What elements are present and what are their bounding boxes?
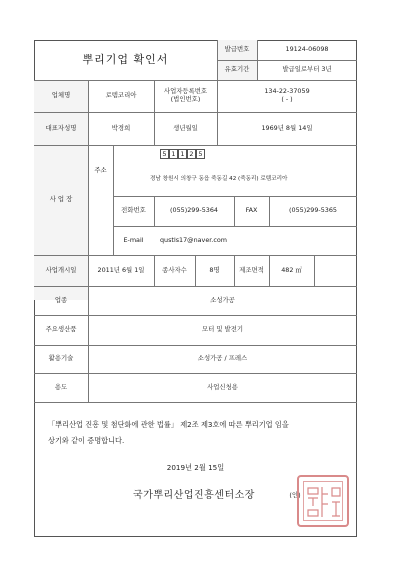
seal-mark: (인) [289,491,301,500]
address-label: 주소 [94,165,107,174]
document-title: 뿌리기업 확인서 [82,53,169,67]
representative-label: 대표자성명 [45,123,77,132]
phone-value: (055)299-5364 [170,206,218,215]
industry-label: 업종 [54,295,68,304]
certificate-page [34,40,357,537]
business-number-value-line2: ( - ) [281,95,293,103]
business-number-value [217,80,357,112]
validity-value: 발급일로부터 3년 [282,65,332,74]
representative-value: 박경희 [111,123,131,132]
business-start-value: 2011년 6월 1일 [97,265,145,274]
validity-label: 유효기간 [224,65,250,74]
birth-date-value: 1969년 8월 14일 [261,123,313,132]
fax-value: (055)299-5365 [289,206,337,215]
employees-label: 종사자수 [162,265,187,274]
business-number-label-line1: 사업자등록번호 [163,87,208,96]
business-number-value-line1: 134-22-37059 [264,87,310,96]
birth-date-label: 생년월일 [173,123,198,132]
technology-label: 활용기술 [48,354,74,363]
business-site-label: 사 업 장 [49,195,73,204]
floor-area-value: 482 ㎡ [281,265,302,274]
fax-label: FAX [245,206,258,215]
industry-value: 소성가공 [210,295,235,304]
main-products-label: 주요생산품 [45,325,77,334]
address-value: 경남 창원시 의창구 동읍 죽동길 42 (죽동리) 로템코리아 [150,175,288,182]
zip-digit-5: 5 [196,149,205,159]
business-number-label [154,80,217,112]
main-products-value: 모터 및 발전기 [201,325,244,334]
purpose-label: 용도 [54,382,68,391]
official-seal-stamp [297,475,349,527]
employees-value: 8명 [209,265,220,274]
certification-line-2: 상기와 같이 증명합니다. [48,436,125,445]
phone-label: 전화번호 [121,206,146,215]
email-label: E-mail [123,235,144,244]
zip-digit-3: 1 [178,149,187,159]
zip-digit-4: 2 [187,149,196,159]
issue-number-value: 19124-06098 [285,45,329,54]
floor-area-label: 제조면적 [239,265,264,274]
email-value: qustls17@naver.com [160,235,227,244]
company-name-value: 로템코리아 [105,91,137,100]
issuer-name: 국가뿌리산업진흥센터소장 [133,490,255,501]
business-number-label-line2: (법인번호) [170,95,201,103]
issue-date: 2019년 2월 15일 [166,462,225,472]
business-start-label: 사업개시일 [45,265,77,274]
purpose-value: 사업신청용 [207,382,238,391]
company-name-label: 업체명 [51,91,71,100]
seal-pattern-icon [304,482,344,522]
zip-digit-2: 1 [169,149,178,159]
technology-value: 소성가공 / 프레스 [197,354,248,363]
zip-digit-1: 5 [160,149,169,159]
certification-line-1: 「뿌리산업 진흥 및 첨단화에 관한 법률」 제2조 제3호에 따른 뿌리기업 임을 [48,420,289,429]
issue-number-label: 발급번호 [224,45,250,54]
